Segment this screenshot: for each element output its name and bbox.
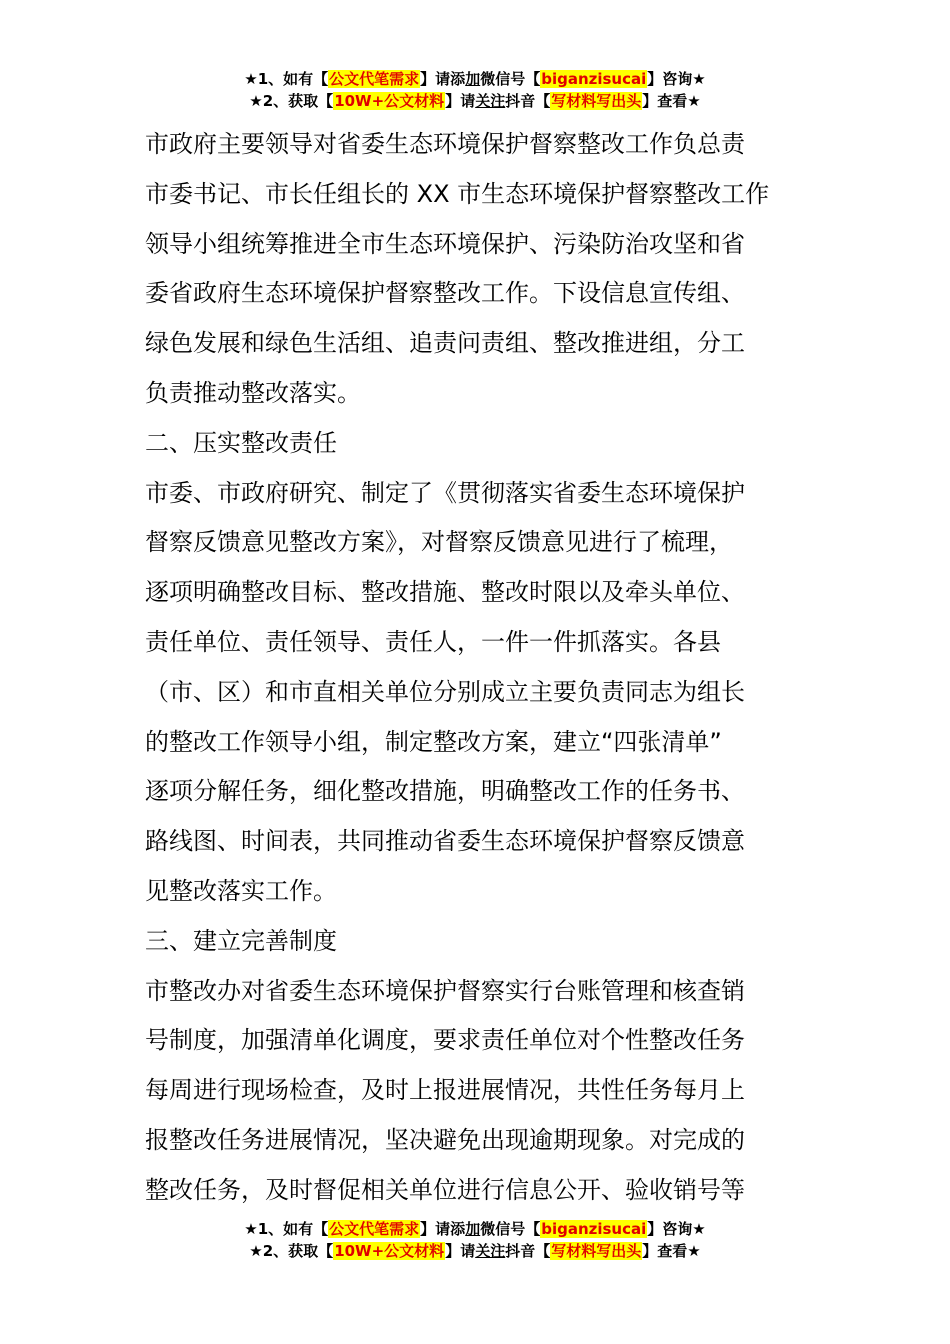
highlight-text: 公文代笔需求 xyxy=(329,70,420,88)
paragraph-line: 绿色发展和绿色生活组、追责问责组、整改推进组，分工 xyxy=(145,329,745,358)
highlight-text: 10W+公文材料 xyxy=(334,92,445,110)
underlined-text: 关注 xyxy=(475,92,506,110)
banner-text: 】请 xyxy=(445,92,476,110)
wechat-id-highlight: biganzisucai xyxy=(541,1220,647,1238)
banner-line-1 xyxy=(0,68,950,90)
paragraph-line: 的整改工作领导小组，制定整改方案，建立“四张清单” xyxy=(145,727,722,756)
footer-banner xyxy=(0,1218,950,1262)
paragraph-line: 市委书记、市长任组长的 XX 市生态环境保护督察整改工作 xyxy=(145,179,770,208)
banner-text: 】查看★ xyxy=(642,92,701,110)
highlight-text: 10W+公文材料 xyxy=(334,1242,445,1260)
banner-text: ★2、获取【 xyxy=(249,92,334,110)
paragraph-line: 督察反馈意见整改方案》，对督察反馈意见进行了梳理， xyxy=(145,528,733,557)
paragraph-line: 市委、市政府研究、制定了《贯彻落实省委生态环境保护 xyxy=(145,478,745,507)
paragraph-line: 号制度，加强清单化调度，要求责任单位对个性整改任务 xyxy=(145,1026,745,1055)
banner-line-2 xyxy=(0,1240,950,1262)
paragraph-line: 委省政府生态环境保护督察整改工作。下设信息宣传组、 xyxy=(145,279,745,308)
paragraph-line: 每周进行现场检查，及时上报进展情况，共性任务每月上 xyxy=(145,1076,745,1105)
banner-text: 抖音【 xyxy=(505,92,551,110)
wechat-id-highlight: biganzisucai xyxy=(541,70,647,88)
underlined-text: 关注 xyxy=(475,1242,506,1260)
banner-text: ★2、获取【 xyxy=(249,1242,334,1260)
banner-text: 】请 xyxy=(445,1242,476,1260)
banner-text: 】咨询★ xyxy=(647,70,706,88)
banner-text: 微信号【 xyxy=(480,70,541,88)
banner-text: 】请添 xyxy=(420,70,466,88)
paragraph-line: 逐项分解任务，细化整改措施，明确整改工作的任务书、 xyxy=(145,777,745,806)
banner-text: 】查看★ xyxy=(642,1242,701,1260)
paragraph-line: 负责推动整改落实。 xyxy=(145,378,361,407)
douyin-id-highlight: 写材料写出头 xyxy=(551,1242,642,1260)
paragraph-line: 报整改任务进展情况，坚决避免出现逾期现象。对完成的 xyxy=(145,1125,745,1154)
paragraph-line: 逐项明确整改目标、整改措施、整改时限以及牵头单位、 xyxy=(145,578,745,607)
paragraph-line: 市政府主要领导对省委生态环境保护督察整改工作负总责 xyxy=(145,130,745,158)
douyin-id-highlight: 写材料写出头 xyxy=(551,92,642,110)
section-heading: 三、建立完善制度 xyxy=(145,926,337,955)
banner-text: ★1、如有【 xyxy=(244,1220,329,1238)
banner-text: ★1、如有【 xyxy=(244,70,329,88)
banner-text: 微信号【 xyxy=(480,1220,541,1238)
paragraph-line: 领导小组统筹推进全市生态环境保护、污染防治攻坚和省 xyxy=(145,229,745,258)
paragraph-line: 见整改落实工作。 xyxy=(145,876,337,905)
paragraph-line: 整改任务，及时督促相关单位进行信息公开、验收销号等 xyxy=(145,1175,745,1204)
paragraph-line: 市整改办对省委生态环境保护督察实行台账管理和核查销 xyxy=(145,976,745,1005)
banner-text: 抖音【 xyxy=(505,1242,551,1260)
underlined-text: 加 xyxy=(465,70,481,88)
header-banner xyxy=(0,68,950,112)
underlined-text: 加 xyxy=(465,1220,481,1238)
document-body xyxy=(145,120,810,1216)
banner-line-1 xyxy=(0,1218,950,1240)
banner-text: 】请添 xyxy=(420,1220,466,1238)
paragraph-line: 路线图、时间表，共同推动省委生态环境保护督察反馈意 xyxy=(145,827,745,856)
section-heading: 二、压实整改责任 xyxy=(145,428,337,457)
highlight-text: 公文代笔需求 xyxy=(329,1220,420,1238)
banner-line-2 xyxy=(0,90,950,112)
banner-text: 】咨询★ xyxy=(647,1220,706,1238)
paragraph-line: （市、区）和市直相关单位分别成立主要负责同志为组长 xyxy=(145,677,745,706)
paragraph-line: 责任单位、责任领导、责任人，一件一件抓落实。各县 xyxy=(145,627,721,656)
